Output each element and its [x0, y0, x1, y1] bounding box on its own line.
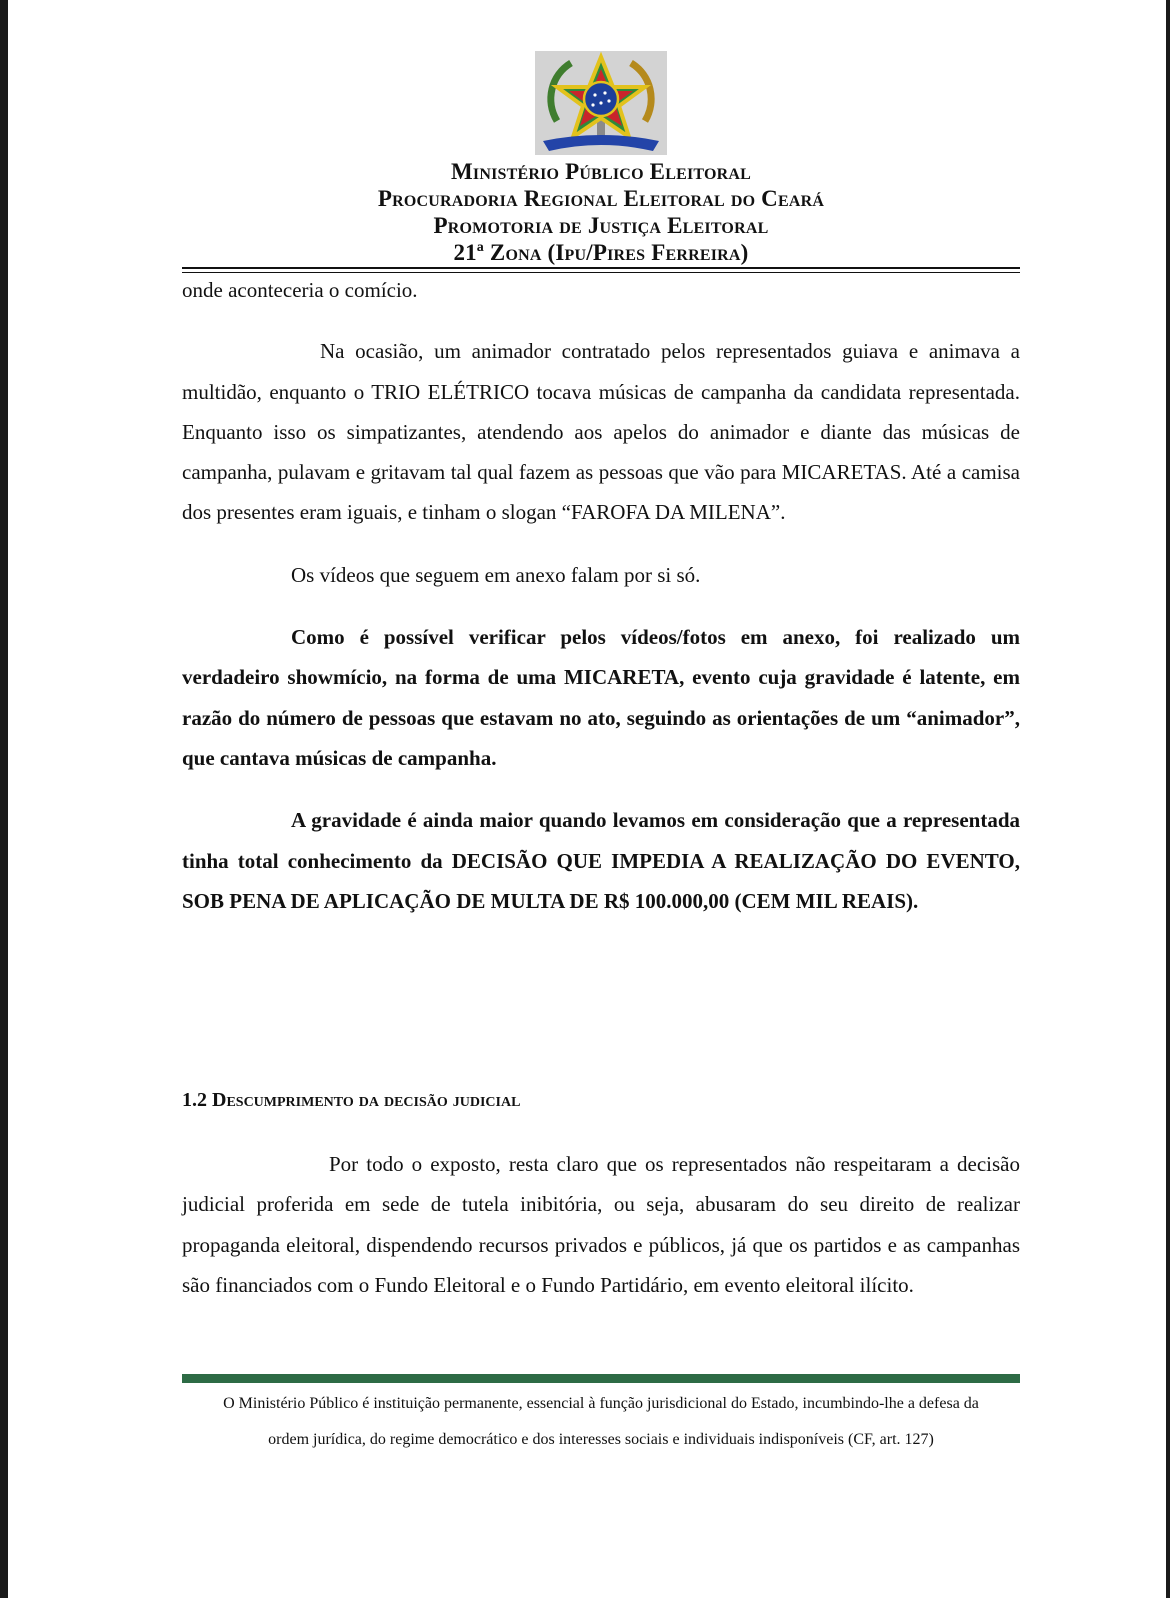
header-divider — [182, 267, 1020, 269]
header-line-zone: 21ª Zona (Ipu/Pires Ferreira) — [453, 240, 749, 265]
coat-of-arms-icon — [535, 51, 667, 155]
header-line-procuradoria: Procuradoria Regional Eleitoral do Ceará — [377, 186, 825, 211]
header-line-ministry: Ministério Público Eleitoral — [451, 159, 751, 184]
paragraph-exposto: Por todo o exposto, resta claro que os representados não respeitaram a decisão judicial proferida em sede de tutela inibitória, ou seja, abusaram do seu direito de realizar propaganda eleitoral, dispendendo recursos privados e públicos, já que os partidos e as campanhas são financiados com o Fundo Eleitoral e o Fundo Partidário, em evento eleitoral ilícito. — [182, 1152, 1020, 1297]
paragraph-gravidade: A gravidade é ainda maior quando levamos em consideração que a representada tinha total conhecimento da DECISÃO QUE IMPEDIA A REALIZAÇÃO DO EVENTO, SOB PENA DE APLICAÇÃO DE MULTA DE R$ 100.000,00 (CEM MIL REAIS). — [182, 808, 1020, 913]
document-header — [182, 158, 1020, 266]
paragraph-animador: Na ocasião, um animador contratado pelos representados guiava e animava a multidão, enquanto o TRIO ELÉTRICO tocava músicas de campanha da candidata representada. Enquanto isso os simpatizantes, atendendo aos apelos do animador e diante das músicas de campanha, pulavam e gritavam tal qual fazem as pessoas que vão para MICARETAS. Até a camisa dos presentes eram iguais, e tinham o slogan “FAROFA DA MILENA”. — [182, 339, 1020, 525]
footer-line-2: ordem jurídica, do regime democrático e dos interesses sociais e individuais indisponíveis (CF, art. 127) — [268, 1431, 934, 1448]
footer-line-1: O Ministério Público é instituição permanente, essencial à função jurisdicional do Estado, incumbindo-lhe a defesa da — [223, 1395, 979, 1412]
footer-bar — [182, 1374, 1020, 1383]
document-body — [182, 270, 1020, 921]
page-right-edge — [1166, 0, 1170, 1598]
document-body-section — [182, 1144, 1020, 1305]
section-title: 1.2 Descumprimento da decisão judicial — [182, 1089, 521, 1111]
header-line-promotoria: Promotoria de Justiça Eleitoral — [433, 213, 769, 238]
paragraph-videos: Os vídeos que seguem em anexo falam por si só. — [291, 562, 701, 587]
document-footer — [182, 1386, 1020, 1458]
paragraph-showmicio: Como é possível verificar pelos vídeos/fotos em anexo, foi realizado um verdadeiro showmício, na forma de uma MICARETA, evento cuja gravidade é latente, em razão do número de pessoas que estavam no ato, seguindo as orientações de um “animador”, que cantava músicas de campanha. — [182, 625, 1020, 770]
page-left-edge — [0, 0, 8, 1598]
paragraph-continuation: onde aconteceria o comício. — [182, 278, 418, 302]
